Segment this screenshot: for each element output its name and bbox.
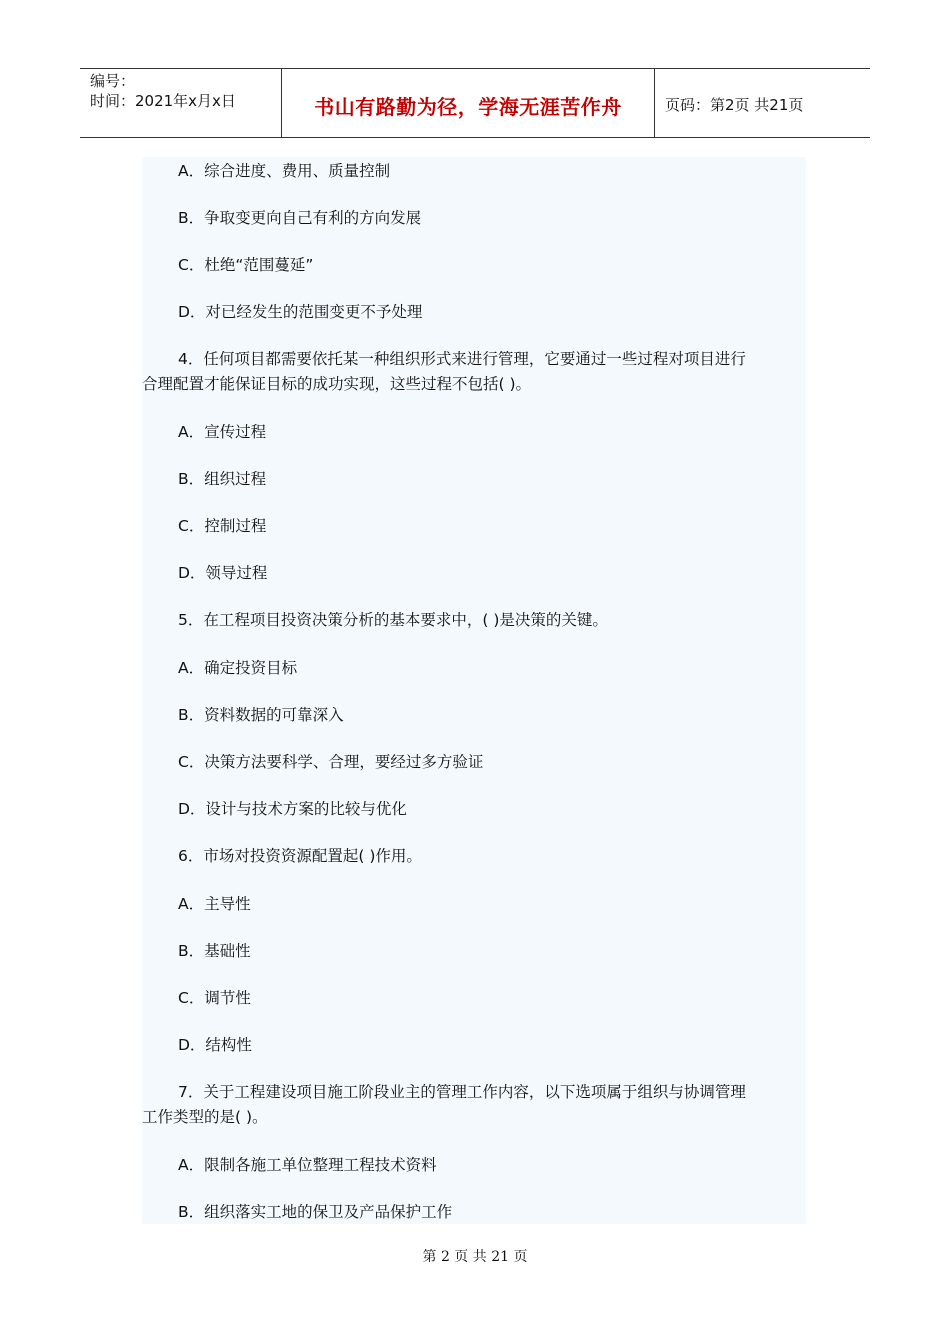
option-line: C．控制过程: [178, 517, 267, 535]
question-line: 6．市场对投资资源配置起( )作用。: [178, 847, 422, 865]
document-body: [142, 157, 806, 1224]
document-number-label: 编号：: [90, 72, 136, 90]
question-line-continued: 合理配置才能保证目标的成功实现，这些过程不包括( )。: [142, 375, 532, 393]
option-line: C．杜绝“范围蔓延”: [178, 256, 314, 274]
option-line: D．设计与技术方案的比较与优化: [178, 800, 407, 818]
question-line: 4．任何项目都需要依托某一种组织形式来进行管理，它要通过一些过程对项目进行: [178, 350, 746, 368]
option-line: A．宣传过程: [178, 423, 267, 441]
option-line: A．确定投资目标: [178, 659, 298, 677]
header-meta-cell: [80, 69, 282, 137]
option-line: B．基础性: [178, 942, 251, 960]
option-line: A．综合进度、费用、质量控制: [178, 162, 391, 180]
header-page-cell: [655, 69, 870, 137]
option-line: B．组织落实工地的保卫及产品保护工作: [178, 1203, 453, 1221]
question-line: 7．关于工程建设项目施工阶段业主的管理工作内容，以下选项属于组织与协调管理: [178, 1083, 746, 1101]
header-page-number: 页码：第2页 共21页: [665, 96, 804, 114]
document-time-label: 时间：2021年x月x日: [90, 92, 236, 110]
option-line: D．领导过程: [178, 564, 268, 582]
page-header: [80, 68, 870, 138]
option-line: A．限制各施工单位整理工程技术资料: [178, 1156, 437, 1174]
option-line: B．组织过程: [178, 470, 267, 488]
question-line: 5．在工程项目投资决策分析的基本要求中，( )是决策的关键。: [178, 611, 608, 629]
header-motto: 书山有路勤为径，学海无涯苦作舟: [314, 95, 622, 119]
question-line-continued: 工作类型的是( )。: [142, 1108, 268, 1126]
option-line: D．对已经发生的范围变更不予处理: [178, 303, 423, 321]
header-motto-cell: [282, 69, 655, 137]
option-line: A．主导性: [178, 895, 251, 913]
option-line: C．调节性: [178, 989, 251, 1007]
option-line: B．争取变更向自己有利的方向发展: [178, 209, 422, 227]
option-line: C．决策方法要科学、合理，要经过多方验证: [178, 753, 484, 771]
option-line: D．结构性: [178, 1036, 252, 1054]
page-footer: 第 2 页 共 21 页: [422, 1249, 528, 1265]
option-line: B．资料数据的可靠深入: [178, 706, 344, 724]
